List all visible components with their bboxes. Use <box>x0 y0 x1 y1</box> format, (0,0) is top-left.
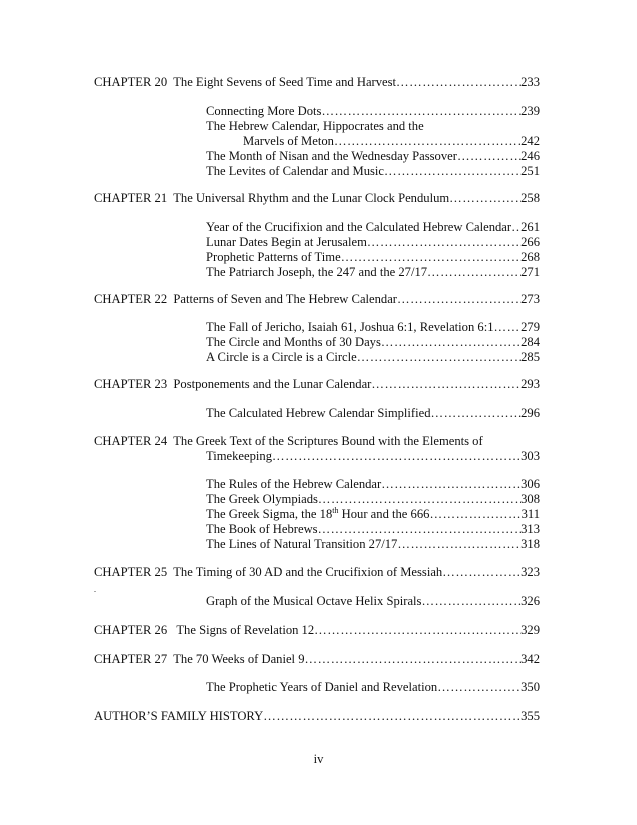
toc-entry[interactable] <box>206 149 540 164</box>
entry-title: The Lines of Natural Transition 27/17 <box>206 537 398 551</box>
page-ref: 311 <box>521 507 540 521</box>
entry-title-part: Hour and the 666 <box>338 507 430 521</box>
page-ref: 306 <box>521 477 540 491</box>
chapter-title: Timekeeping <box>206 449 273 463</box>
page-ref: 271 <box>521 265 540 279</box>
entry-title: Prophetic Patterns of Time <box>206 250 341 264</box>
page-ref: 308 <box>521 492 540 506</box>
page-number: iv <box>313 752 324 766</box>
toc-entry[interactable] <box>206 164 540 179</box>
toc-chapter-27[interactable] <box>94 652 540 667</box>
toc-chapter-25[interactable] <box>94 565 540 580</box>
chapter-title: The Signs of Revelation 12 <box>176 623 315 637</box>
page-ref: 266 <box>521 235 540 249</box>
page-ref: 313 <box>521 522 540 536</box>
entry-title: Graph of the Musical Octave Helix Spirals <box>206 594 422 608</box>
chapter-title: Patterns of Seven and The Hebrew Calendar <box>173 292 398 306</box>
entry-title: The Month of Nisan and the Wednesday Passover <box>206 149 457 163</box>
toc-chapter-23[interactable] <box>94 377 540 392</box>
chapter-label: CHAPTER 27 <box>94 652 168 666</box>
chapter-title: The Greek Text of the Scriptures Bound with the Elements of <box>173 434 483 448</box>
page-ref: 284 <box>521 335 540 349</box>
chapter-title: Postponements and the Lunar Calendar <box>173 377 372 391</box>
toc-entry[interactable] <box>206 492 540 507</box>
toc-entry[interactable] <box>206 119 540 134</box>
entry-title: The Book of Hebrews <box>206 522 318 536</box>
dot-leader <box>396 75 521 90</box>
dot-leader <box>427 265 521 280</box>
page-ref: 279 <box>521 320 540 334</box>
entry-title: The Calculated Hebrew Calendar Simplified <box>206 406 431 420</box>
toc-entry[interactable] <box>206 265 540 280</box>
toc-chapter-26[interactable] <box>94 623 540 638</box>
dot-leader <box>442 565 521 580</box>
dot-leader <box>314 623 521 638</box>
stray-mark: . <box>94 585 96 594</box>
chapter-title: The Universal Rhythm and the Lunar Clock Pendulum <box>173 191 450 205</box>
chapter-label: CHAPTER 20 <box>94 75 168 89</box>
entry-title: The Rules of the Hebrew Calendar <box>206 477 382 491</box>
page-ref: 246 <box>521 149 540 163</box>
chapter-label: CHAPTER 26 <box>94 623 168 637</box>
entry-title <box>206 507 429 522</box>
dot-leader <box>397 537 521 552</box>
chapter-label: CHAPTER 22 <box>94 292 168 306</box>
dot-leader <box>494 320 522 335</box>
chapter-title: The Timing of 30 AD and the Crucifixion of Messiah <box>173 565 443 579</box>
dot-leader <box>511 220 521 235</box>
toc-entry[interactable] <box>206 104 540 119</box>
dot-leader <box>321 104 521 119</box>
page-ref: 318 <box>521 537 540 551</box>
dot-leader <box>381 335 521 350</box>
dot-leader <box>381 477 521 492</box>
toc-entry[interactable] <box>206 594 540 609</box>
dot-leader <box>431 406 522 421</box>
toc-family-history[interactable] <box>94 709 540 724</box>
entry-title: The Fall of Jericho, Isaiah 61, Joshua 6:1, Revelation 6:1 <box>206 320 494 334</box>
dot-leader <box>457 149 521 164</box>
entry-title: The Greek Olympiads <box>206 492 318 506</box>
page-ref: 258 <box>521 191 540 205</box>
entry-title: The Prophetic Years of Daniel and Revelation <box>206 680 438 694</box>
page-ref: 355 <box>521 709 540 723</box>
toc-entry-continued[interactable] <box>243 134 540 149</box>
page-ref: 239 <box>521 104 540 118</box>
dot-leader <box>449 191 521 206</box>
toc-entry[interactable] <box>206 477 540 492</box>
chapter-label: CHAPTER 21 <box>94 191 168 205</box>
dot-leader <box>357 350 521 365</box>
toc-chapter-24[interactable] <box>94 434 540 449</box>
chapter-title: AUTHOR’S FAMILY HISTORY <box>94 709 264 723</box>
toc-entry[interactable] <box>206 335 540 350</box>
page-ref: 273 <box>521 292 540 306</box>
entry-title: Lunar Dates Begin at Jerusalem <box>206 235 367 249</box>
toc-entry[interactable] <box>206 220 540 235</box>
dot-leader <box>371 377 521 392</box>
toc-chapter-20[interactable] <box>94 75 540 90</box>
toc-entry[interactable] <box>206 250 540 265</box>
toc-entry[interactable] <box>206 507 540 522</box>
entry-title: Marvels of Meton <box>243 134 334 148</box>
page-ref: 323 <box>521 565 540 579</box>
toc-chapter-22[interactable] <box>94 292 540 307</box>
page-ref: 261 <box>521 220 540 234</box>
dot-leader <box>318 522 522 537</box>
dot-leader <box>318 492 521 507</box>
page-ref: 329 <box>521 623 540 637</box>
page-ref: 251 <box>521 164 540 178</box>
toc-entry[interactable] <box>206 320 540 335</box>
page-ref: 342 <box>521 652 540 666</box>
entry-title: The Circle and Months of 30 Days <box>206 335 381 349</box>
toc-entry[interactable] <box>206 522 540 537</box>
chapter-label: CHAPTER 24 <box>94 434 168 448</box>
page-ref: 268 <box>521 250 540 264</box>
dot-leader <box>437 680 521 695</box>
dot-leader <box>421 594 521 609</box>
entry-title: The Hebrew Calendar, Hippocrates and the <box>206 119 424 133</box>
toc-chapter-21[interactable] <box>94 191 540 206</box>
dot-leader <box>305 652 522 667</box>
entry-title: The Levites of Calendar and Music <box>206 164 385 178</box>
chapter-label: CHAPTER 25 <box>94 565 168 579</box>
page-ref: 293 <box>521 377 540 391</box>
toc-entry[interactable] <box>206 406 540 421</box>
toc-entry[interactable] <box>206 537 540 552</box>
page-ref: 233 <box>521 75 540 89</box>
entry-title: Connecting More Dots <box>206 104 322 118</box>
dot-leader <box>263 709 521 724</box>
chapter-label: CHAPTER 23 <box>94 377 168 391</box>
dot-leader <box>341 250 521 265</box>
toc-entry[interactable] <box>206 235 540 250</box>
dot-leader <box>272 449 521 464</box>
dot-leader <box>429 507 521 522</box>
chapter-title: The 70 Weeks of Daniel 9 <box>173 652 305 666</box>
entry-title: A Circle is a Circle is a Circle <box>206 350 357 364</box>
page-ref: 285 <box>521 350 540 364</box>
chapter-title: The Eight Sevens of Seed Time and Harvest <box>173 75 397 89</box>
superscript: th <box>332 505 339 515</box>
page-ref: 303 <box>521 449 540 463</box>
dot-leader <box>397 292 521 307</box>
entry-title-part: The Greek Sigma, the 18 <box>206 507 333 521</box>
toc-chapter-24-continued[interactable] <box>206 449 540 464</box>
page-ref: 242 <box>521 134 540 148</box>
dot-leader <box>334 134 521 149</box>
toc-entry[interactable] <box>206 350 540 365</box>
dot-leader <box>367 235 521 250</box>
entry-title: The Patriarch Joseph, the 247 and the 27/17 <box>206 265 428 279</box>
page-ref: 326 <box>521 594 540 608</box>
page-ref: 296 <box>521 406 540 420</box>
toc-entry[interactable] <box>206 680 540 695</box>
entry-title: Year of the Crucifixion and the Calculated Hebrew Calendar <box>206 220 512 234</box>
dot-leader <box>384 164 521 179</box>
page-ref: 350 <box>521 680 540 694</box>
